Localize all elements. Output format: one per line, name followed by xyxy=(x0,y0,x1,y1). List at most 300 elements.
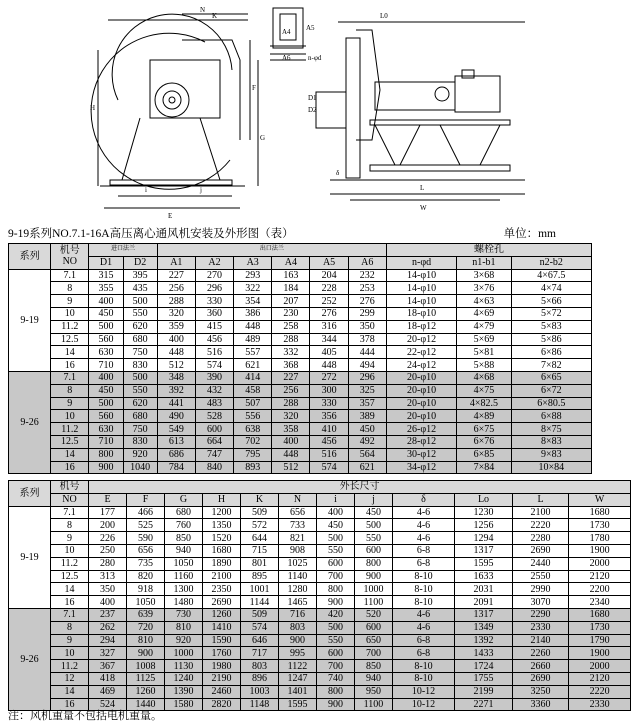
table-cell: 550 xyxy=(317,544,355,557)
table-cell: 16 xyxy=(51,698,89,711)
table-cell: 368 xyxy=(272,359,310,372)
table-cell: 830 xyxy=(123,359,157,372)
table-cell: 11.2 xyxy=(51,320,89,333)
table-cell: 716 xyxy=(279,608,317,621)
table-cell: 650 xyxy=(355,634,393,647)
table-cell: 1390 xyxy=(165,685,203,698)
table-cell: 10-12 xyxy=(393,685,455,698)
table-cell: 227 xyxy=(272,371,310,384)
table-cell: 664 xyxy=(195,435,233,448)
side-view-drawing xyxy=(316,22,525,200)
dim-j: j xyxy=(200,186,202,194)
table-cell: 163 xyxy=(272,269,310,282)
table-cell: 702 xyxy=(234,435,272,448)
table-cell: 313 xyxy=(89,570,127,583)
table-row xyxy=(9,532,631,545)
table-cell: 644 xyxy=(241,532,279,545)
table-cell: 850 xyxy=(355,660,393,673)
table-cell: 1595 xyxy=(455,557,513,570)
table-cell: 207 xyxy=(272,295,310,308)
table-cell: 4×68 xyxy=(457,371,511,384)
table-cell: 830 xyxy=(123,435,157,448)
table-cell: 12 xyxy=(51,672,89,685)
table-cell: 184 xyxy=(272,282,310,295)
table-cell: 560 xyxy=(89,410,123,423)
table-cell: 4×82.5 xyxy=(457,397,511,410)
table-cell: 600 xyxy=(317,647,355,660)
table-cell: 441 xyxy=(157,397,195,410)
table-cell: 821 xyxy=(279,532,317,545)
table-cell: 2340 xyxy=(569,596,631,609)
table-cell: 10-12 xyxy=(393,698,455,711)
table-cell: 8 xyxy=(51,621,89,634)
table-cell: 256 xyxy=(272,384,310,397)
table-cell: 8-10 xyxy=(393,596,455,609)
table-cell: 2190 xyxy=(203,672,241,685)
table-cell: 500 xyxy=(317,532,355,545)
series-cell: 9-26 xyxy=(9,608,51,710)
table-cell: 750 xyxy=(123,346,157,359)
table-cell: 1130 xyxy=(165,660,203,673)
table-cell: 1730 xyxy=(569,621,631,634)
table-cell: 920 xyxy=(123,448,157,461)
table-cell: 444 xyxy=(348,346,386,359)
table-cell: 5×88 xyxy=(457,359,511,372)
table-cell: 466 xyxy=(127,506,165,519)
series-cell: 9-19 xyxy=(9,506,51,608)
table-cell: 450 xyxy=(355,506,393,519)
table-cell: 392 xyxy=(157,384,195,397)
table-cell: 20-φ12 xyxy=(386,333,456,346)
table-cell: 1000 xyxy=(355,583,393,596)
table-cell: 400 xyxy=(272,435,310,448)
table-cell: 1122 xyxy=(279,660,317,673)
table-cell: 600 xyxy=(195,423,233,436)
table-cell: 315 xyxy=(89,269,123,282)
table-cell: 735 xyxy=(127,557,165,570)
table-cell: 621 xyxy=(348,461,386,474)
table-cell: 940 xyxy=(355,672,393,685)
table-cell: 14 xyxy=(51,448,89,461)
table-cell: 564 xyxy=(348,448,386,461)
table-cell: 378 xyxy=(348,333,386,346)
table-cell: 1240 xyxy=(165,672,203,685)
column-header: D2 xyxy=(123,256,157,269)
table-cell: 8 xyxy=(51,384,89,397)
table-cell: 10 xyxy=(51,410,89,423)
header-outlet-flange: 出口法兰 xyxy=(157,244,386,257)
table-cell: 344 xyxy=(310,333,348,346)
table-cell: 715 xyxy=(241,544,279,557)
table-cell: 1410 xyxy=(203,621,241,634)
table-cell: 1633 xyxy=(455,570,513,583)
table-cell: 2280 xyxy=(513,532,569,545)
table-cell: 10×84 xyxy=(511,461,591,474)
table-cell: 2100 xyxy=(513,506,569,519)
table-cell: 1317 xyxy=(455,544,513,557)
table-cell: 733 xyxy=(279,519,317,532)
table-cell: 1440 xyxy=(127,698,165,711)
table-cell: 2271 xyxy=(455,698,513,711)
table-cell: 1003 xyxy=(241,685,279,698)
table-cell: 720 xyxy=(127,621,165,634)
table-row xyxy=(9,596,631,609)
table-cell: 500 xyxy=(89,397,123,410)
table-cell: 620 xyxy=(123,320,157,333)
table-cell: 8 xyxy=(51,519,89,532)
column-header: A4 xyxy=(272,256,310,269)
table-row xyxy=(9,557,631,570)
table-cell: 509 xyxy=(241,608,279,621)
table-cell: 5×81 xyxy=(457,346,511,359)
table-cell: 2690 xyxy=(513,672,569,685)
table-cell: 316 xyxy=(310,320,348,333)
table-cell: 232 xyxy=(348,269,386,282)
table-cell: 621 xyxy=(234,359,272,372)
dim-delta: δ xyxy=(336,169,340,177)
table-cell: 330 xyxy=(195,295,233,308)
table-cell: 900 xyxy=(89,461,123,474)
header-bolt-holes: 螺栓孔 xyxy=(386,244,591,257)
front-view-drawing xyxy=(91,14,258,208)
table-cell: 918 xyxy=(127,583,165,596)
table-cell: 400 xyxy=(89,295,123,308)
table-cell: 450 xyxy=(348,423,386,436)
table-cell: 820 xyxy=(127,570,165,583)
table-cell: 2660 xyxy=(513,660,569,673)
table-cell: 458 xyxy=(234,384,272,397)
table-cell: 2460 xyxy=(203,685,241,698)
table-cell: 7.1 xyxy=(51,269,89,282)
table-cell: 8 xyxy=(51,282,89,295)
table-cell: 359 xyxy=(157,320,195,333)
table-cell: 288 xyxy=(272,333,310,346)
table-cell: 549 xyxy=(157,423,195,436)
table-cell: 12.5 xyxy=(51,333,89,346)
table-cell: 6×86 xyxy=(511,346,591,359)
table-cell: 2550 xyxy=(513,570,569,583)
table-cell: 9 xyxy=(51,397,89,410)
table-row xyxy=(9,583,631,596)
table-cell: 20-φ10 xyxy=(386,410,456,423)
dim-A5: A5 xyxy=(306,24,315,32)
table-cell: 2120 xyxy=(569,570,631,583)
table-cell: 1980 xyxy=(203,660,241,673)
table-cell: 1349 xyxy=(455,621,513,634)
table-row xyxy=(9,282,592,295)
table-cell: 448 xyxy=(272,448,310,461)
table-cell: 572 xyxy=(241,519,279,532)
table-cell: 528 xyxy=(195,410,233,423)
table-cell: 262 xyxy=(89,621,127,634)
table-cell: 14-φ10 xyxy=(386,269,456,282)
table-cell: 8×75 xyxy=(511,423,591,436)
table-cell: 390 xyxy=(195,371,233,384)
table-cell: 3×76 xyxy=(457,282,511,295)
column-header: A3 xyxy=(234,256,272,269)
table-cell: 550 xyxy=(355,532,393,545)
overall-dimension-table xyxy=(8,480,631,711)
table-cell: 6-8 xyxy=(393,544,455,557)
table-row xyxy=(9,320,592,333)
table-cell: 1480 xyxy=(165,596,203,609)
table-cell: 288 xyxy=(157,295,195,308)
table-cell: 3070 xyxy=(513,596,569,609)
table-cell: 1100 xyxy=(355,596,393,609)
table-cell: 389 xyxy=(348,410,386,423)
fan-outline-drawings xyxy=(0,0,600,225)
table-cell: 230 xyxy=(272,307,310,320)
table-cell: 516 xyxy=(310,448,348,461)
table-cell: 500 xyxy=(355,519,393,532)
table-cell: 288 xyxy=(272,397,310,410)
table-cell: 256 xyxy=(157,282,195,295)
table-cell: 276 xyxy=(310,307,348,320)
table-cell: 850 xyxy=(165,532,203,545)
table-cell: 26-φ12 xyxy=(386,423,456,436)
table-cell: 1160 xyxy=(165,570,203,583)
table-cell: 14 xyxy=(51,583,89,596)
table-cell: 800 xyxy=(89,448,123,461)
table-cell: 293 xyxy=(234,269,272,282)
table-cell: 574 xyxy=(310,461,348,474)
table-cell: 450 xyxy=(89,384,123,397)
table-cell: 10 xyxy=(51,647,89,660)
table-cell: 456 xyxy=(195,333,233,346)
table-row xyxy=(9,384,592,397)
table-cell: 6×65 xyxy=(511,371,591,384)
table-cell: 10 xyxy=(51,307,89,320)
table-cell: 656 xyxy=(279,506,317,519)
table-cell: 400 xyxy=(157,333,195,346)
table-row xyxy=(9,307,592,320)
table-row xyxy=(9,423,592,436)
table-cell: 11.2 xyxy=(51,660,89,673)
table-cell: 646 xyxy=(241,634,279,647)
table-cell: 574 xyxy=(241,621,279,634)
table-cell: 4×74 xyxy=(511,282,591,295)
table-cell: 800 xyxy=(317,583,355,596)
table-cell: 14-φ10 xyxy=(386,282,456,295)
table-cell: 1724 xyxy=(455,660,513,673)
table-cell: 550 xyxy=(317,634,355,647)
table-cell: 908 xyxy=(279,544,317,557)
table-cell: 7.1 xyxy=(51,371,89,384)
table-cell: 354 xyxy=(234,295,272,308)
table-cell: 9 xyxy=(51,634,89,647)
dim-N: N xyxy=(200,6,206,14)
table-cell: 613 xyxy=(157,435,195,448)
table-cell: 2100 xyxy=(203,570,241,583)
table-cell: 1900 xyxy=(569,544,631,557)
header-no-2b: NO xyxy=(51,493,89,506)
table-cell: 226 xyxy=(89,532,127,545)
table-cell: 1595 xyxy=(279,698,317,711)
flange-dimension-table xyxy=(8,243,592,474)
table-cell: 2140 xyxy=(513,634,569,647)
table-cell: 6×75 xyxy=(457,423,511,436)
table-cell: 2091 xyxy=(455,596,513,609)
table-cell: 250 xyxy=(89,544,127,557)
table-cell: 686 xyxy=(157,448,195,461)
table-cell: 348 xyxy=(157,371,195,384)
column-header: D1 xyxy=(89,256,123,269)
table-cell: 327 xyxy=(89,647,127,660)
table-cell: 5×86 xyxy=(511,333,591,346)
table-cell: 16 xyxy=(51,596,89,609)
table-cell: 550 xyxy=(123,307,157,320)
table-cell: 11.2 xyxy=(51,557,89,570)
table-cell: 8-10 xyxy=(393,660,455,673)
table-cell: 7×84 xyxy=(457,461,511,474)
table-cell: 520 xyxy=(355,608,393,621)
table-cell: 1008 xyxy=(127,660,165,673)
table-cell: 1148 xyxy=(241,698,279,711)
table-cell: 840 xyxy=(195,461,233,474)
table-cell: 2000 xyxy=(569,660,631,673)
table-cell: 500 xyxy=(317,621,355,634)
table-cell: 5×66 xyxy=(511,295,591,308)
table-cell: 795 xyxy=(234,448,272,461)
table-cell: 14 xyxy=(51,685,89,698)
table-row xyxy=(9,410,592,423)
table-cell: 450 xyxy=(317,519,355,532)
table-cell: 1300 xyxy=(165,583,203,596)
table-cell: 420 xyxy=(317,608,355,621)
table-cell: 557 xyxy=(234,346,272,359)
header-overall-dims: 外长尺寸 xyxy=(89,481,631,494)
table-cell: 717 xyxy=(241,647,279,660)
table-cell: 2220 xyxy=(513,519,569,532)
table-cell: 4-6 xyxy=(393,519,455,532)
column-header: H xyxy=(203,493,241,506)
table-cell: 350 xyxy=(89,583,127,596)
table-cell: 4×63 xyxy=(457,295,511,308)
table-cell: 24-φ12 xyxy=(386,359,456,372)
table-cell: 227 xyxy=(157,269,195,282)
table-cell: 14 xyxy=(51,346,89,359)
table-cell: 2260 xyxy=(513,647,569,660)
header-series-2: 系列 xyxy=(9,481,51,507)
table-cell: 16 xyxy=(51,359,89,372)
table-cell: 4-6 xyxy=(393,506,455,519)
table-cell: 524 xyxy=(89,698,127,711)
column-header: i xyxy=(317,493,355,506)
table-cell: 469 xyxy=(89,685,127,698)
table-cell: 920 xyxy=(165,634,203,647)
column-header: n1-b1 xyxy=(457,256,511,269)
table-cell: 700 xyxy=(355,647,393,660)
table-cell: 18-φ12 xyxy=(386,320,456,333)
table-cell: 4×89 xyxy=(457,410,511,423)
table-cell: 1680 xyxy=(203,544,241,557)
column-header: F xyxy=(127,493,165,506)
table-cell: 896 xyxy=(241,672,279,685)
table-cell: 574 xyxy=(195,359,233,372)
table-cell: 750 xyxy=(123,423,157,436)
table-cell: 6×76 xyxy=(457,435,511,448)
table-cell: 300 xyxy=(310,384,348,397)
footnote: 注：风机重量不包括电机重量。 xyxy=(8,710,162,722)
table-cell: 1025 xyxy=(279,557,317,570)
table-cell: 11.2 xyxy=(51,423,89,436)
table-cell: 296 xyxy=(348,371,386,384)
table-cell: 2199 xyxy=(455,685,513,698)
table-cell: 590 xyxy=(127,532,165,545)
dim-G: G xyxy=(260,134,266,142)
table-cell: 803 xyxy=(241,660,279,673)
table-cell: 893 xyxy=(234,461,272,474)
table-cell: 710 xyxy=(89,435,123,448)
table-row xyxy=(9,269,592,282)
table-cell: 456 xyxy=(310,435,348,448)
table-cell: 801 xyxy=(241,557,279,570)
table-cell: 4×69 xyxy=(457,307,511,320)
dim-L: L xyxy=(420,184,425,192)
table-cell: 237 xyxy=(89,608,127,621)
column-header: K xyxy=(241,493,279,506)
table-cell: 6-8 xyxy=(393,634,455,647)
table-row xyxy=(9,333,592,346)
table-cell: 1200 xyxy=(203,506,241,519)
table-cell: 5×83 xyxy=(511,320,591,333)
table-cell: 639 xyxy=(127,608,165,621)
table-cell: 299 xyxy=(348,307,386,320)
table-cell: 1401 xyxy=(279,685,317,698)
table-cell: 1040 xyxy=(123,461,157,474)
table-cell: 6-8 xyxy=(393,647,455,660)
table-cell: 10 xyxy=(51,544,89,557)
table-cell: 8-10 xyxy=(393,583,455,596)
column-header: W xyxy=(569,493,631,506)
table-cell: 7.1 xyxy=(51,506,89,519)
header-no: 机号 NO xyxy=(51,244,89,270)
table-cell: 448 xyxy=(157,346,195,359)
table-cell: 367 xyxy=(89,660,127,673)
table-cell: 9 xyxy=(51,532,89,545)
table-row xyxy=(9,672,631,685)
header-series: 系列 xyxy=(9,244,51,270)
table-cell: 492 xyxy=(348,435,386,448)
table-cell: 258 xyxy=(272,320,310,333)
table-row xyxy=(9,448,592,461)
table-cell: 8-10 xyxy=(393,672,455,685)
table-cell: 2220 xyxy=(569,685,631,698)
table-cell: 7.1 xyxy=(51,608,89,621)
table-cell: 325 xyxy=(348,384,386,397)
table-cell: 272 xyxy=(310,371,348,384)
table-cell: 395 xyxy=(123,269,157,282)
table-cell: 1247 xyxy=(279,672,317,685)
table-row xyxy=(9,621,631,634)
table-cell: 700 xyxy=(317,570,355,583)
table-cell: 600 xyxy=(355,621,393,634)
table-cell: 355 xyxy=(89,282,123,295)
table-cell: 386 xyxy=(234,307,272,320)
table-cell: 6-8 xyxy=(393,557,455,570)
column-header: G xyxy=(165,493,203,506)
table-cell: 1680 xyxy=(569,608,631,621)
table-cell: 18-φ10 xyxy=(386,307,456,320)
table-cell: 900 xyxy=(317,596,355,609)
table-cell: 3×68 xyxy=(457,269,511,282)
table-cell: 358 xyxy=(272,423,310,436)
table-cell: 20-φ10 xyxy=(386,384,456,397)
table-cell: 800 xyxy=(355,557,393,570)
table-cell: 6×72 xyxy=(511,384,591,397)
table-cell: 489 xyxy=(234,333,272,346)
table-row xyxy=(9,506,631,519)
